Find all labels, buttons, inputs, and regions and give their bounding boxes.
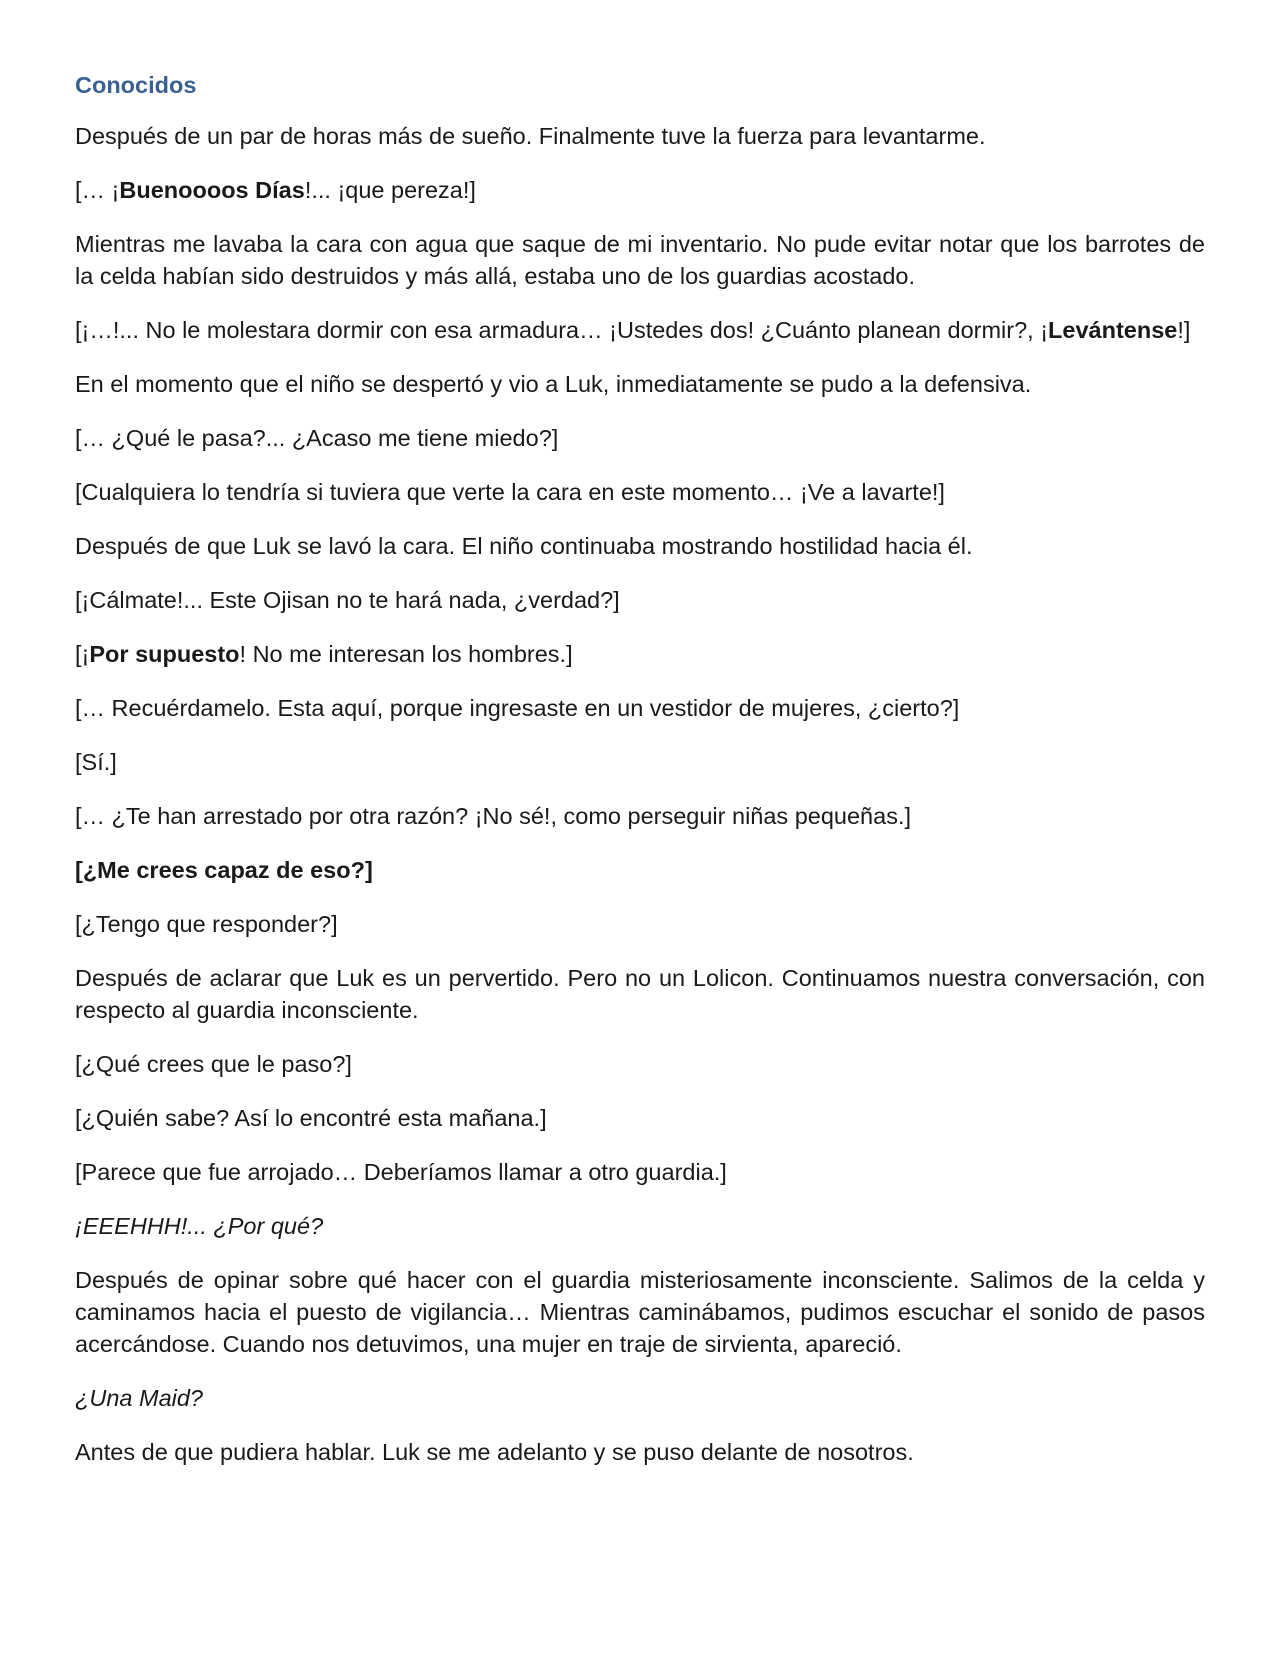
chapter-title: Conocidos bbox=[75, 72, 197, 98]
bold-text: Por supuesto bbox=[89, 641, 240, 667]
dialogue-line bbox=[75, 638, 1205, 670]
text-span: !] bbox=[1177, 317, 1191, 343]
paragraph: Mientras me lavaba la cara con agua que saque de mi inventario. No pude evitar notar que los barrotes de la celda habían sido destruidos y más allá, estaba uno de los guardias acostado. bbox=[75, 231, 1205, 289]
text-span: !... ¡que pereza!] bbox=[304, 177, 476, 203]
dialogue-line: [¿Tengo que responder?] bbox=[75, 911, 338, 937]
dialogue-line: [¿Quién sabe? Así lo encontré esta mañana.] bbox=[75, 1105, 547, 1131]
bold-text: Levántense bbox=[1048, 317, 1178, 343]
dialogue-line: [… Recuérdamelo. Esta aquí, porque ingresaste en un vestidor de mujeres, ¿cierto?] bbox=[75, 695, 960, 721]
paragraph: Después de un par de horas más de sueño. Finalmente tuve la fuerza para levantarme. bbox=[75, 123, 986, 149]
document-page bbox=[75, 68, 1205, 1490]
paragraph: Después de que Luk se lavó la cara. El niño continuaba mostrando hostilidad hacia él. bbox=[75, 533, 973, 559]
thought-line: ¡EEEHHH!... ¿Por qué? bbox=[75, 1213, 324, 1239]
thought-line: ¿Una Maid? bbox=[75, 1385, 203, 1411]
dialogue-line: [Cualquiera lo tendría si tuviera que verte la cara en este momento… ¡Ve a lavarte!] bbox=[75, 479, 945, 505]
dialogue-line: [Parece que fue arrojado… Deberíamos llamar a otro guardia.] bbox=[75, 1159, 727, 1185]
dialogue-line bbox=[75, 174, 1205, 206]
paragraph: Después de aclarar que Luk es un pervertido. Pero no un Lolicon. Continuamos nuestra conversación, con respecto al guardia inconsciente. bbox=[75, 965, 1205, 1023]
dialogue-line: [… ¿Qué le pasa?... ¿Acaso me tiene miedo?] bbox=[75, 425, 559, 451]
dialogue-line: [Sí.] bbox=[75, 749, 117, 775]
text-span: ! No me interesan los hombres.] bbox=[239, 641, 573, 667]
bold-text: [¿Me crees capaz de eso?] bbox=[75, 857, 373, 883]
dialogue-line: [¡Cálmate!... Este Ojisan no te hará nada, ¿verdad?] bbox=[75, 587, 620, 613]
text-span: [… ¡ bbox=[75, 177, 120, 203]
paragraph: En el momento que el niño se despertó y vio a Luk, inmediatamente se pudo a la defensiva. bbox=[75, 371, 1032, 397]
text-span: [¡…!... No le molestara dormir con esa armadura… ¡Ustedes dos! ¿Cuánto planean dormir?, ¡ bbox=[75, 317, 1049, 343]
text-span: [¡ bbox=[75, 641, 90, 667]
dialogue-line bbox=[75, 854, 1205, 886]
paragraph: Antes de que pudiera hablar. Luk se me adelanto y se puso delante de nosotros. bbox=[75, 1439, 914, 1465]
dialogue-line: [… ¿Te han arrestado por otra razón? ¡No sé!, como perseguir niñas pequeñas.] bbox=[75, 803, 912, 829]
bold-text: Buenoooos Días bbox=[119, 177, 305, 203]
paragraph: Después de opinar sobre qué hacer con el guardia misteriosamente inconsciente. Salimos de la celda y caminamos hacia el puesto de vigilancia… Mientras caminábamos, pudimos escuchar el sonido de pasos acercándose. Cuando nos detuvimos, una mujer en traje de sirvienta, apareció. bbox=[75, 1267, 1205, 1357]
dialogue-line bbox=[75, 314, 1205, 346]
dialogue-line: [¿Qué crees que le paso?] bbox=[75, 1051, 352, 1077]
